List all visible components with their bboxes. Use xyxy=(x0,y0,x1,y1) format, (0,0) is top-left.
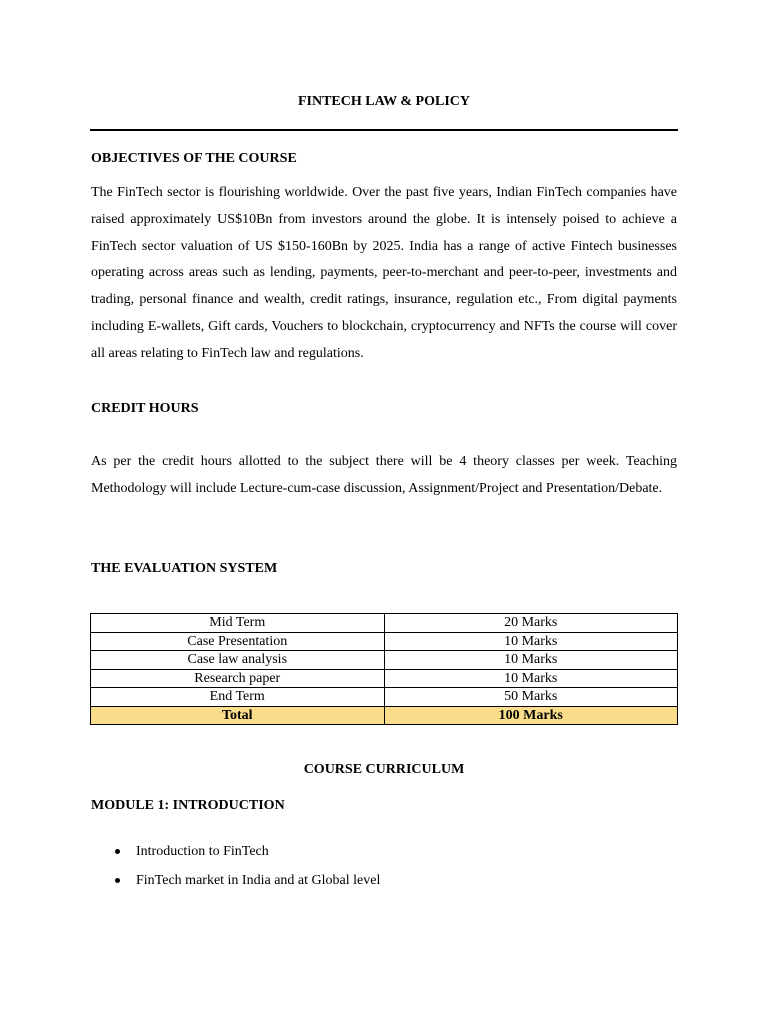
marks-cell: 10 Marks xyxy=(384,632,678,651)
credit-hours-paragraph: As per the credit hours allotted to the subject there will be 4 theory classes per week. Teaching Methodology will include Lecture-cum-case discussion, Assignment/Project and Presentation/Debate. xyxy=(91,454,677,496)
list-item-text: FinTech market in India and at Global level xyxy=(136,873,381,888)
evaluation-heading: THE EVALUATION SYSTEM xyxy=(91,561,278,576)
component-cell: End Term xyxy=(91,688,385,707)
credit-hours-heading: CREDIT HOURS xyxy=(91,401,199,416)
table-row xyxy=(91,651,678,670)
bullet-icon xyxy=(115,878,120,883)
component-cell: Mid Term xyxy=(91,614,385,633)
table-row xyxy=(91,632,678,651)
list-item-text: Introduction to FinTech xyxy=(136,844,269,859)
marks-cell: 20 Marks xyxy=(384,614,678,633)
component-cell: Case Presentation xyxy=(91,632,385,651)
list-item xyxy=(91,867,380,896)
title-divider xyxy=(90,129,678,131)
module-1-topic-list xyxy=(91,838,380,896)
table-row xyxy=(91,614,678,633)
document-title: FINTECH LAW & POLICY xyxy=(297,94,471,109)
table-row xyxy=(91,688,678,707)
table-row xyxy=(91,669,678,688)
total-label-cell: Total xyxy=(91,706,385,725)
table-total-row xyxy=(91,706,678,725)
marks-cell: 10 Marks xyxy=(384,669,678,688)
evaluation-table xyxy=(90,613,678,725)
component-cell: Case law analysis xyxy=(91,651,385,670)
module-1-heading: MODULE 1: INTRODUCTION xyxy=(91,798,285,813)
objectives-heading: OBJECTIVES OF THE COURSE xyxy=(91,151,297,166)
marks-cell: 50 Marks xyxy=(384,688,678,707)
list-item xyxy=(91,838,380,867)
total-marks-cell: 100 Marks xyxy=(384,706,678,725)
component-cell: Research paper xyxy=(91,669,385,688)
curriculum-heading: COURSE CURRICULUM xyxy=(303,762,465,777)
marks-cell: 10 Marks xyxy=(384,651,678,670)
bullet-icon xyxy=(115,849,120,854)
objectives-paragraph: The FinTech sector is flourishing worldwide. Over the past five years, Indian FinTech companies have raised approximately US$10Bn from investors around the globe. It is intensely poised to achieve a FinTech sector valuation of US $150-160Bn by 2025. India has a range of active Fintech businesses operating across areas such as lending, payments, peer-to-merchant and peer-to-peer, investments and trading, personal finance and wealth, credit ratings, insurance, regulation etc., From digital payments including E-wallets, Gift cards, Vouchers to blockchain, cryptocurrency and NFTs the course will cover all areas relating to FinTech law and regulations. xyxy=(91,185,677,361)
